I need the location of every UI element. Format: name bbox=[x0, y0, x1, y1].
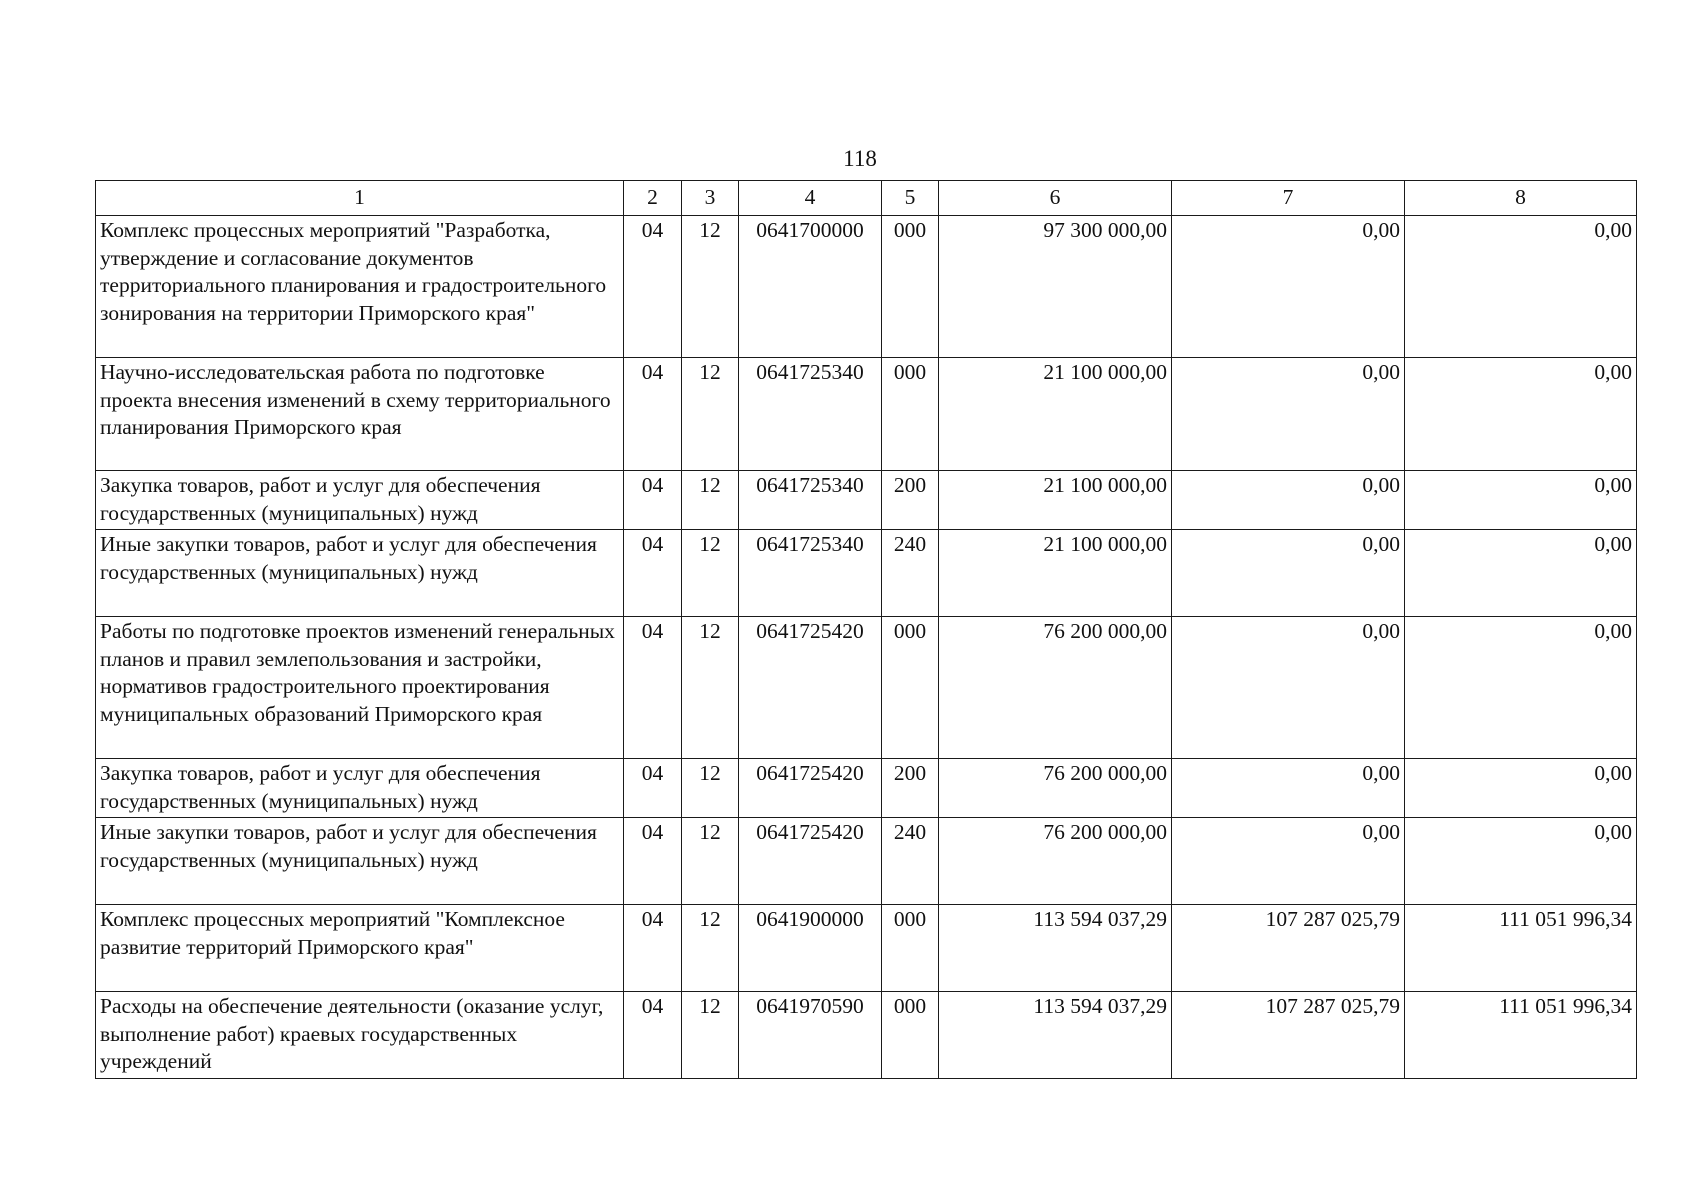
subsection-code: 12 bbox=[682, 759, 739, 818]
table-row bbox=[96, 358, 1637, 471]
column-header: 5 bbox=[882, 181, 939, 216]
table-row bbox=[96, 216, 1637, 358]
amount-col8: 0,00 bbox=[1405, 216, 1637, 358]
expense-type-code: 000 bbox=[882, 905, 939, 992]
table-row bbox=[96, 818, 1637, 905]
expense-name: Расходы на обеспечение деятельности (оказание услуг, выполнение работ) краевых государственных учреждений bbox=[96, 992, 624, 1079]
amount-col7: 107 287 025,79 bbox=[1172, 905, 1405, 992]
amount-col8: 0,00 bbox=[1405, 530, 1637, 617]
target-article-code: 0641725340 bbox=[739, 530, 882, 617]
column-header: 8 bbox=[1405, 181, 1637, 216]
section-code: 04 bbox=[624, 759, 682, 818]
section-code: 04 bbox=[624, 471, 682, 530]
amount-col6: 21 100 000,00 bbox=[939, 471, 1172, 530]
target-article-code: 0641725420 bbox=[739, 818, 882, 905]
amount-col8: 111 051 996,34 bbox=[1405, 905, 1637, 992]
subsection-code: 12 bbox=[682, 530, 739, 617]
section-code: 04 bbox=[624, 992, 682, 1079]
amount-col8: 0,00 bbox=[1405, 759, 1637, 818]
section-code: 04 bbox=[624, 358, 682, 471]
target-article-code: 0641725420 bbox=[739, 759, 882, 818]
target-article-code: 0641900000 bbox=[739, 905, 882, 992]
page-number: 118 bbox=[843, 146, 877, 171]
table-row bbox=[96, 530, 1637, 617]
column-header: 6 bbox=[939, 181, 1172, 216]
expense-name: Научно-исследовательская работа по подготовке проекта внесения изменений в схему территориального планирования Приморского края bbox=[96, 358, 624, 471]
target-article-code: 0641970590 bbox=[739, 992, 882, 1079]
subsection-code: 12 bbox=[682, 617, 739, 759]
table-row bbox=[96, 759, 1637, 818]
amount-col6: 76 200 000,00 bbox=[939, 818, 1172, 905]
amount-col8: 0,00 bbox=[1405, 818, 1637, 905]
expense-type-code: 240 bbox=[882, 530, 939, 617]
expense-name: Закупка товаров, работ и услуг для обеспечения государственных (муниципальных) нужд bbox=[96, 759, 624, 818]
expense-type-code: 000 bbox=[882, 358, 939, 471]
column-header: 3 bbox=[682, 181, 739, 216]
column-header: 1 bbox=[96, 181, 624, 216]
amount-col7: 0,00 bbox=[1172, 216, 1405, 358]
expense-type-code: 200 bbox=[882, 759, 939, 818]
amount-col7: 0,00 bbox=[1172, 617, 1405, 759]
amount-col6: 76 200 000,00 bbox=[939, 617, 1172, 759]
subsection-code: 12 bbox=[682, 471, 739, 530]
expense-name: Комплекс процессных мероприятий "Комплексное развитие территорий Приморского края" bbox=[96, 905, 624, 992]
amount-col8: 111 051 996,34 bbox=[1405, 992, 1637, 1079]
subsection-code: 12 bbox=[682, 358, 739, 471]
table-row bbox=[96, 905, 1637, 992]
column-header: 2 bbox=[624, 181, 682, 216]
subsection-code: 12 bbox=[682, 992, 739, 1079]
section-code: 04 bbox=[624, 216, 682, 358]
column-header: 4 bbox=[739, 181, 882, 216]
target-article-code: 0641725340 bbox=[739, 358, 882, 471]
subsection-code: 12 bbox=[682, 818, 739, 905]
expense-type-code: 000 bbox=[882, 216, 939, 358]
expense-name: Комплекс процессных мероприятий "Разработка, утверждение и согласование документов территориального планирования и градостроительного зонирования на территории Приморского края" bbox=[96, 216, 624, 358]
table-row bbox=[96, 617, 1637, 759]
table-row bbox=[96, 992, 1637, 1079]
target-article-code: 0641700000 bbox=[739, 216, 882, 358]
amount-col8: 0,00 bbox=[1405, 617, 1637, 759]
subsection-code: 12 bbox=[682, 216, 739, 358]
amount-col7: 0,00 bbox=[1172, 471, 1405, 530]
section-code: 04 bbox=[624, 818, 682, 905]
expense-name: Закупка товаров, работ и услуг для обеспечения государственных (муниципальных) нужд bbox=[96, 471, 624, 530]
expense-type-code: 000 bbox=[882, 992, 939, 1079]
amount-col7: 0,00 bbox=[1172, 358, 1405, 471]
target-article-code: 0641725420 bbox=[739, 617, 882, 759]
expense-type-code: 240 bbox=[882, 818, 939, 905]
section-code: 04 bbox=[624, 530, 682, 617]
amount-col7: 0,00 bbox=[1172, 530, 1405, 617]
amount-col6: 21 100 000,00 bbox=[939, 358, 1172, 471]
amount-col7: 0,00 bbox=[1172, 818, 1405, 905]
expense-name: Иные закупки товаров, работ и услуг для обеспечения государственных (муниципальных) нужд bbox=[96, 530, 624, 617]
amount-col6: 113 594 037,29 bbox=[939, 992, 1172, 1079]
column-header: 7 bbox=[1172, 181, 1405, 216]
header-row bbox=[96, 181, 1637, 216]
amount-col7: 0,00 bbox=[1172, 759, 1405, 818]
amount-col8: 0,00 bbox=[1405, 471, 1637, 530]
table-row bbox=[96, 471, 1637, 530]
amount-col6: 21 100 000,00 bbox=[939, 530, 1172, 617]
section-code: 04 bbox=[624, 617, 682, 759]
amount-col6: 76 200 000,00 bbox=[939, 759, 1172, 818]
expense-name: Иные закупки товаров, работ и услуг для обеспечения государственных (муниципальных) нужд bbox=[96, 818, 624, 905]
expense-name: Работы по подготовке проектов изменений генеральных планов и правил землепользования и застройки, нормативов градостроительного проектирования муниципальных образований Приморского края bbox=[96, 617, 624, 759]
budget-table bbox=[95, 180, 1637, 1079]
amount-col7: 107 287 025,79 bbox=[1172, 992, 1405, 1079]
subsection-code: 12 bbox=[682, 905, 739, 992]
target-article-code: 0641725340 bbox=[739, 471, 882, 530]
section-code: 04 bbox=[624, 905, 682, 992]
amount-col6: 113 594 037,29 bbox=[939, 905, 1172, 992]
amount-col8: 0,00 bbox=[1405, 358, 1637, 471]
expense-type-code: 200 bbox=[882, 471, 939, 530]
expense-type-code: 000 bbox=[882, 617, 939, 759]
amount-col6: 97 300 000,00 bbox=[939, 216, 1172, 358]
